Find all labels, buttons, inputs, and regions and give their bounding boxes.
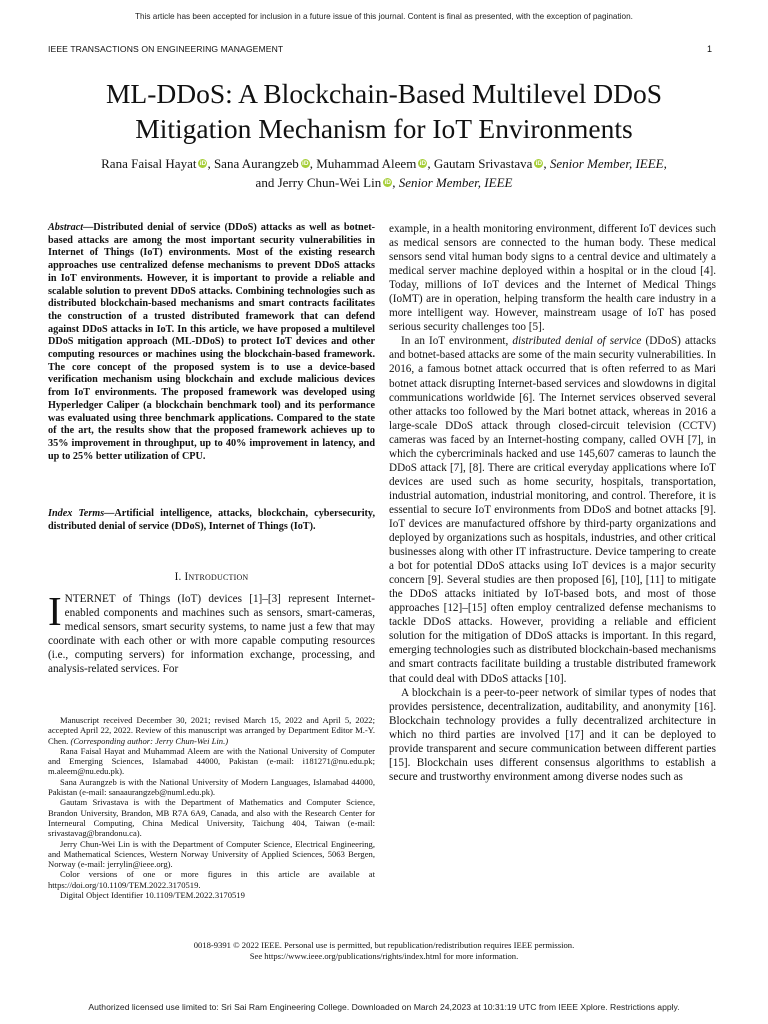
- rights-link-line[interactable]: See https://www.ieee.org/publications/rights/index.html for more information.: [249, 951, 519, 961]
- title-line-1: ML-DDoS: A Blockchain-Based Multilevel DDoS: [105, 78, 663, 109]
- author-membership: Senior Member, IEEE: [398, 175, 513, 190]
- orcid-icon[interactable]: iD: [199, 160, 207, 167]
- body-paragraph: A blockchain is a peer-to-peer network of similar types of nodes that provides persistence, decentralization, auditability, and anonymity [16]. Blockchain technology provides a fully decentralized architecture in which no third parties are involved [17] and it can be deployed to provide transparent and secure communication between different parties [15]. Blockchain uses different consensus algorithms to establish a secure and trustworthy environment among diverse nodes such as: [389, 686, 716, 783]
- copyright-notice: [0, 940, 768, 962]
- abstract: [48, 222, 375, 463]
- right-column: [389, 222, 716, 784]
- page-number: 1: [706, 44, 712, 54]
- copyright-line: 0018-9391 © 2022 IEEE. Personal use is permitted, but republication/redistribution requires IEEE permission.: [193, 940, 575, 950]
- title-line-2: Mitigation Mechanism for IoT Environments: [135, 113, 633, 144]
- author-name: Gautam Srivastava: [433, 156, 533, 171]
- footnote-affiliation: Rana Faisal Hayat and Muhammad Aleem are with the National University of Computer and Emerging Sciences, Islamabad 44000, Pakistan (e-mail: i181271@nu.edu.pk; m.aleem@nu.edu.pk).: [48, 745, 375, 777]
- footnote-color-versions: Color versions of one or more figures in this article are available at https://doi.org/10.1109/TEM.2022.3170519.: [48, 869, 375, 890]
- body-paragraph: In an IoT environment, distributed denial of service (DDoS) attacks and botnet-based attacks are some of the main security vulnerabilities. In 2016, a famous botnet attack occurred that is often referred to as Mari botnet attack disrupting Internet-based services and slowdowns in digital communications worldwide [6]. The Internet services observed several other attacks too followed by the Mari botnet attack, whereas in 2016 a large-scale DDoS attack through closed-circuit television (CCTV) cameras was faced by an Internet-hosting company, called OVH [7], in which the cybercriminals hacked and use 145,607 cameras to launch the DDoS attack [7], [8]. There are critical everyday applications where IoT devices are used such as home security, hospitals, transportation, industrial automation, industrial monitoring, and control. Therefore, it is essential to secure IoT environments from DDoS and botnet attacks [9]. IoT devices are manufactured offshore by third-party organizations and deployed by organizations such as hospitals, industries, and other critical businesses along with other IT infrastructure. Device tampering to create a bot for potential DDoS attacks using IoT devices is a major security concern [9]. Several studies are then proposed [6], [10], [11] to mitigate the DDoS attacks initiated by IoT-based bots, and most of those approaches [12]–[15] often employ centralized defense mechanisms to tackle DDoS attacks. However, providing a reliable and efficient solution for the mitigation of DDoS attacks is important. In this regard, emerging technologies such as distributed blockchain-based mechanisms and smart contracts facilitate building a trustable distributed framework that could deal with DDoS attacks [10].: [389, 335, 717, 685]
- paper-title: [30, 76, 738, 146]
- index-terms-label: Index Terms: [48, 508, 105, 519]
- orcid-icon[interactable]: iD: [302, 160, 309, 167]
- author-name: Rana Faisal Hayat: [101, 156, 197, 171]
- introduction-text: NTERNET of Things (IoT) devices [1]–[3] represent Internet-enabled components and machines such as sensors, smart-cameras, medical sensors, smart security systems, to name just a few that may coordinate with each other or with more capable computing resources (i.e., computing servers) for information exchange, processing, and analysis-related services. For: [48, 593, 375, 676]
- license-notice: Authorized licensed use limited to: Sri Sai Ram Engineering College. Downloaded on March 24,2023 at 10:31:19 UTC from IEEE Xplore. Restrictions apply.: [88, 1002, 680, 1012]
- author-line-1: Rana Faisal Hayat iD, Sana Aurangzeb iD, Muhammad Aleem iD, Gautam Srivastava iD, Senior Member, IEEE,: [101, 156, 667, 171]
- orcid-icon[interactable]: iD: [535, 160, 543, 167]
- footnotes: [48, 715, 375, 900]
- footnote-manuscript: Manuscript received December 30, 2021; revised March 15, 2022 and April 5, 2022; accepted April 22, 2022. Review of this manuscript was arranged by Department Editor M.-Y. Chen. (Corresponding author: Jerry Chun-Wei Lin.): [48, 715, 375, 746]
- acceptance-notice: This article has been accepted for inclusion in a future issue of this journal. Content is final as presented, with the exception of pagination.: [135, 12, 633, 21]
- abstract-text: —Distributed denial of service (DDoS) attacks as well as botnet-based attacks are among the most important security vulnerabilities in Internet of Things (IoT) environments. Most of the existing research approaches use centralized defense mechanisms to prevent DDoS attacks in IoT environments. However, it is important to provide a reliable and scalable solution to prevent DDoS attacks. Combining technologies such as distributed blockchain-based mechanisms and smart contracts facilitates the construction of a trusted distributed framework that can defend against DDoS attacks in IoT. In this article, we have proposed a multilevel DDoS mitigation approach (ML-DDoS) to protect IoT devices and other computing resources or machines using the blockchain-based framework. The core concept of the proposed system is to use a device-based verification mechanism using blockchain and exclude malicious devices from IoT environments. The proposed framework was developed using Hyperledger Caliper (a blockchain benchmark tool) and its performance was evaluated using three benchmark applications. Compared to the state of the art, the results show that the proposed framework achieves up to 35% improvement in throughput, up to 40% improvement in latency, and up to 25% better utilization of CPU.: [48, 222, 375, 462]
- orcid-icon[interactable]: iD: [419, 160, 427, 167]
- index-terms-text: —Artificial intelligence, attacks, blockchain, cybersecurity, distributed denial of service (DDoS), Internet of Things (IoT).: [48, 508, 375, 532]
- orcid-icon[interactable]: iD: [384, 179, 391, 186]
- author-membership: Senior Member, IEEE,: [549, 156, 667, 171]
- drop-cap: I: [48, 588, 62, 634]
- author-name: Sana Aurangzeb: [213, 156, 299, 171]
- journal-name: IEEE TRANSACTIONS ON ENGINEERING MANAGEMENT: [48, 44, 284, 54]
- introduction-paragraph: [48, 588, 375, 676]
- body-paragraph: example, in a health monitoring environment, different IoT devices such as medical sensors are connected to the human body. These medical sensors send vital human body signs to a central device and ultimately a medical server machine deployed within a hospital or in the cloud [4]. Today, millions of IoT devices and the Internet of Medical Things (IoMT) are in operation, helping transform the health care industry in a more intelligent way. However, mainstream usage of IoT has posed serious security challenges too [5].: [389, 223, 716, 334]
- author-line-2: and Jerry Chun-Wei Lin iD, Senior Member, IEEE: [255, 175, 513, 190]
- author-name: Muhammad Aleem: [316, 156, 417, 171]
- footnote-affiliation: Sana Aurangzeb is with the National University of Modern Languages, Islamabad 44000, Pakistan (e-mail: sanaaurangzeb@numl.edu.pk).: [48, 776, 375, 798]
- footnote-affiliation: Gautam Srivastava is with the Department of Mathematics and Computer Science, Brandon University, Brandon, MB R7A 6A9, Canada, and also with the Research Center for Interneural Computing, China Medical University, Taichung 404, Taiwan (e-mail: srivastavag@brandonu.ca).: [48, 797, 375, 839]
- section-heading: I. Introduction: [174, 571, 249, 583]
- index-terms: [48, 508, 375, 533]
- author-conjunction: and: [255, 175, 275, 190]
- author-name: Jerry Chun-Wei Lin: [277, 175, 382, 190]
- footnote-doi: Digital Object Identifier 10.1109/TEM.2022.3170519: [60, 890, 245, 901]
- corresponding-author: (Corresponding author: Jerry Chun-Wei Lin.): [70, 735, 229, 746]
- footnote-affiliation: Jerry Chun-Wei Lin is with the Department of Computer Science, Electrical Engineering, and Mathematical Sciences, Western Norway University of Applied Sciences, 5063 Bergen, Norway (e-mail: jerrylin@ieee.org).: [48, 838, 375, 870]
- author-list: [40, 154, 728, 192]
- emphasis: distributed denial of service: [512, 335, 642, 348]
- abstract-label: Abstract: [48, 222, 84, 233]
